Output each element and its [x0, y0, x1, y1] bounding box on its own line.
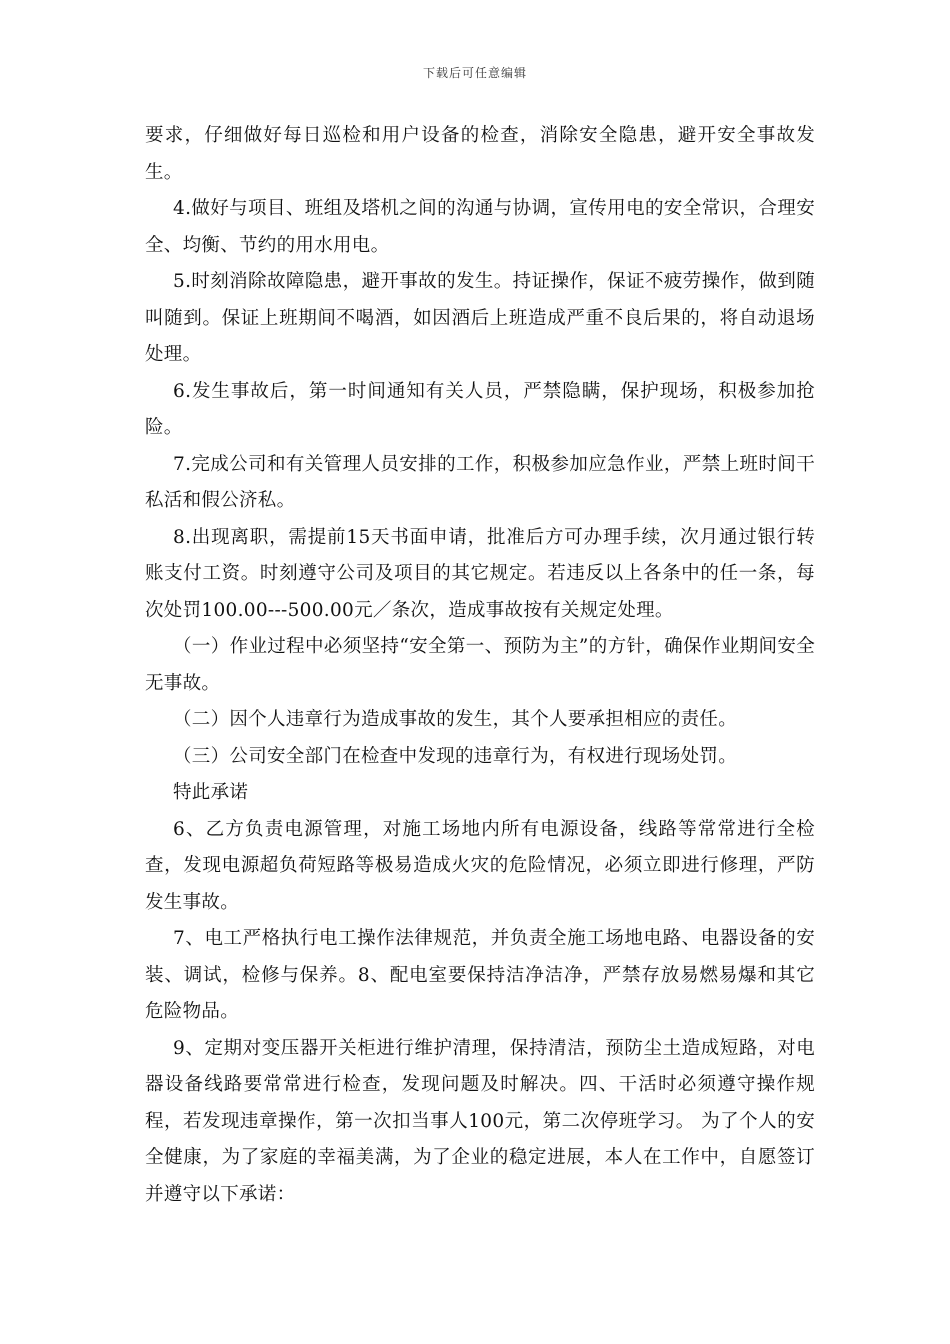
paragraph-item-6: 6.发生事故后，第一时间通知有关人员，严禁隐瞒，保护现场，积极参加抢险。	[145, 380, 815, 438]
paragraph-power-management: 6、乙方负责电源管理，对施工场地内所有电源设备，线路等常常进行全检查，发现电源超负荷短路等极易造成火灾的危险情况，必须立即进行修理，严防发生事故。	[145, 818, 815, 913]
paragraph-clause-2: （二）因个人违章行为造成事故的发生，其个人要承担相应的责任。	[173, 709, 738, 730]
document-body	[145, 118, 815, 1213]
paragraph-pledge: 特此承诺	[173, 782, 249, 803]
paragraph-1: 要求，仔细做好每日巡检和用户设备的检查，消除安全隐患，避开安全事故发生。	[145, 125, 815, 183]
page-header: 下载后可任意编辑	[422, 66, 527, 80]
paragraph-maintenance: 9、定期对变压器开关柜进行维护清理，保持清洁，预防尘土造成短路，对电器设备线路要常常进行检查，发现问题及时解决。四、干活时必须遵守操作规程，若发现违章操作，第一次扣当事人100元，第二次停班学习。 为了个人的安全健康，为了家庭的幸福美满，为了企业的稳定进展，本人在工作中，自愿签订并遵守以下承诺：	[145, 1037, 815, 1205]
paragraph-clause-3: （三）公司安全部门在检查中发现的违章行为，有权进行现场处罚。	[173, 745, 738, 767]
paragraph-item-8: 8.出现离职，需提前15天书面申请，批准后方可办理手续，次月通过银行转账支付工资。时刻遵守公司及项目的其它规定。若违反以上各条中的任一条，每次处罚100.00---500.00元／条次，造成事故按有关规定处理。	[145, 526, 815, 621]
paragraph-item-5: 5.时刻消除故障隐患，避开事故的发生。持证操作，保证不疲劳操作，做到随叫随到。保证上班期间不喝酒，如因酒后上班造成严重不良后果的，将自动退场处理。	[145, 271, 815, 365]
paragraph-electrician-rules: 7、电工严格执行电工操作法律规范，并负责全施工场地电路、电器设备的安装、调试，检修与保养。8、配电室要保持洁净洁净，严禁存放易燃易爆和其它危险物品。	[145, 928, 815, 1022]
paragraph-clause-1: （一）作业过程中必须坚持“安全第一、预防为主”的方针，确保作业期间安全无事故。	[145, 636, 815, 694]
paragraph-item-7: 7.完成公司和有关管理人员安排的工作，积极参加应急作业，严禁上班时间干私活和假公济私。	[145, 453, 815, 511]
paragraph-item-4: 4.做好与项目、班组及塔机之间的沟通与协调，宣传用电的安全常识，合理安全、均衡、节约的用水用电。	[145, 198, 815, 256]
